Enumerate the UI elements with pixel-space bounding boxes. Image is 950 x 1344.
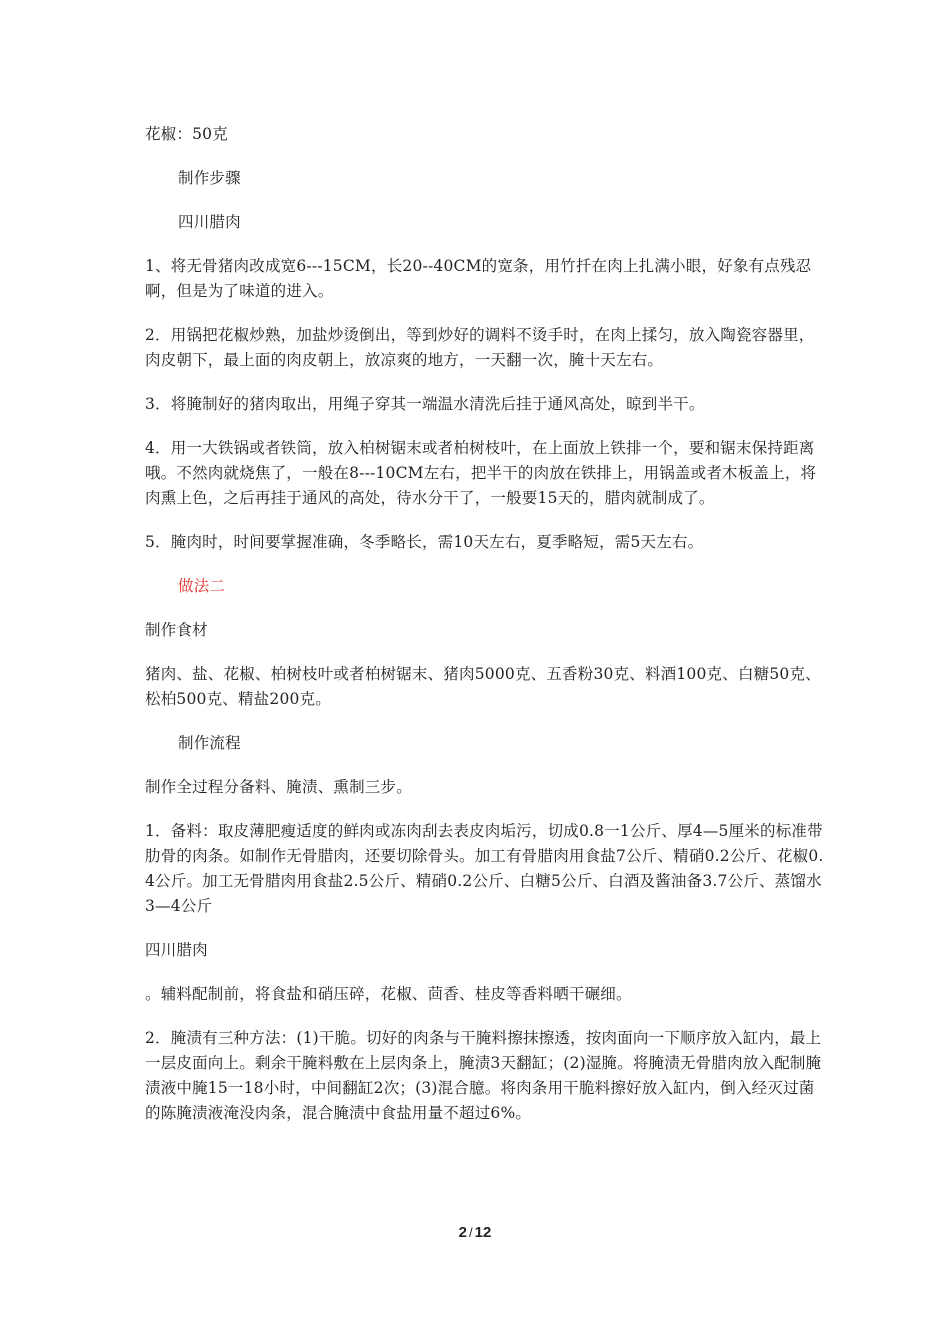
section-heading-process: 制作流程 [178,734,241,752]
section-heading-steps: 制作步骤 [178,169,241,187]
current-page-number: 2 [458,1224,468,1241]
sub-heading-sichuan-larou: 四川腊肉 [178,213,241,231]
curing-paragraph: 2．腌渍有三种方法：(1)干脆。切好的肉条与干腌料擦抹擦透，按肉面向一下顺序放入缸内，最上一层皮面向上。剩余干腌料敷在上层肉条上，腌渍3天翻缸；(2)湿腌。将腌渍无骨腊肉放入配制腌渍液中腌15一18小时，中间翻缸2次；(3)混合臆。将肉条用干脆料擦好放入缸内，倒入经灭过菌的陈腌渍液淹没肉条，混合腌渍中食盐用量不超过6%。 [145,1029,822,1122]
process-overview: 制作全过程分备料、腌渍、熏制三步。 [145,778,412,796]
step-2-paragraph: 2．用锅把花椒炒熟，加盐炒烫倒出，等到炒好的调料不烫手时，在肉上揉匀，放入陶瓷容器里，肉皮朝下，最上面的肉皮朝上，放凉爽的地方，一天翻一次，腌十天左右。 [145,326,815,369]
page-content [145,122,825,1126]
page-separator: / [469,1225,473,1240]
step-4-paragraph: 4．用一大铁锅或者铁筒，放入柏树锯末或者柏树枝叶，在上面放上铁排一个，要和锯末保持距离哦。不然肉就烧焦了，一般在8---10CM左右，把半干的肉放在铁排上，用锅盖或者木板盖上，将肉熏上色，之后再挂于通风的高处，待水分干了，一般要15天的，腊肉就制成了。 [145,439,817,507]
step-5-paragraph: 5．腌肉时，时间要掌握准确，冬季略长，需10天左右，夏季略短，需5天左右。 [145,533,704,551]
step-1-paragraph: 1、将无骨猪肉改成宽6---15CM，长20--40CM的宽条，用竹扦在肉上扎满小眼，好象有点残忍啊，但是为了味道的进入。 [145,257,812,300]
section-heading-ingredients: 制作食材 [145,621,208,639]
total-page-count: 12 [474,1224,492,1241]
ingredient-line: 花椒：50克 [145,125,228,143]
step-3-paragraph: 3．将腌制好的猪肉取出，用绳子穿其一端温水清洗后挂于通风高处，晾到半干。 [145,395,705,413]
method-two-heading: 做法二 [178,577,226,595]
seasoning-paragraph: 。辅料配制前，将食盐和硝压碎，花椒、茴香、桂皮等香料晒干碾细。 [145,985,632,1003]
prep-paragraph: 1．备料：取皮薄肥瘦适度的鲜肉或冻肉刮去表皮肉垢污，切成0.8一1公斤、厚4—5厘米的标准带肋骨的肉条。如制作无骨腊肉，还要切除骨头。加工有骨腊肉用食盐7公斤、精硝0.2公斤、花椒0.4公斤。加工无骨腊肉用食盐2.5公斤、精硝0.2公斤、白糖5公斤、白酒及酱油备3.7公斤、蒸馏水3—4公斤 [145,822,824,915]
ingredients-paragraph: 猪肉、盐、花椒、柏树枝叶或者柏树锯末、猪肉5000克、五香粉30克、料酒100克、白糖50克、松柏500克、精盐200克。 [145,665,821,708]
page-number [0,1224,950,1241]
sub-heading-sichuan-larou-2: 四川腊肉 [145,941,208,959]
